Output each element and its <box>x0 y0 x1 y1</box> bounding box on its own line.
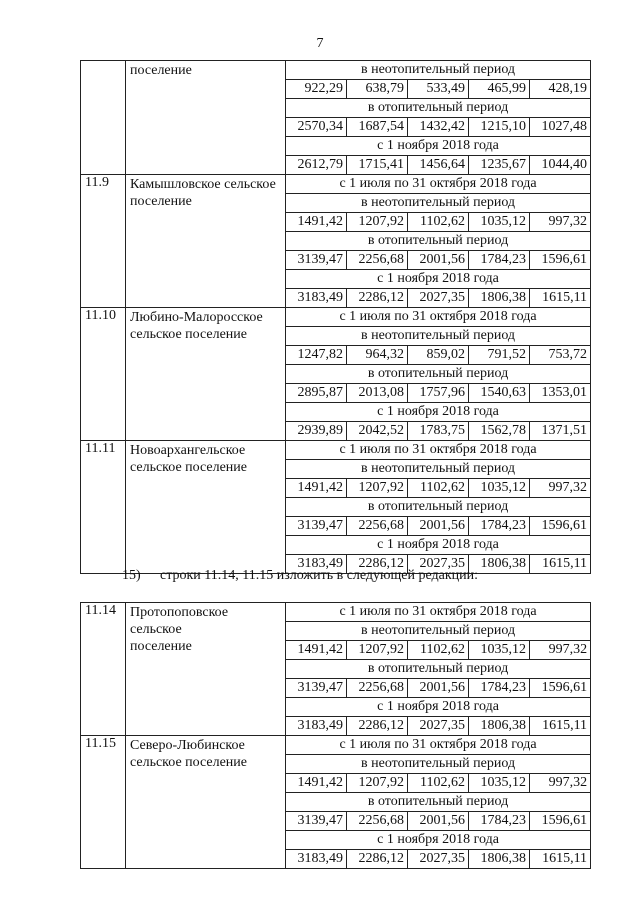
tariff-table-amended <box>80 602 591 869</box>
tariff-value: 2286,12 <box>347 289 408 308</box>
tariff-value: 2256,68 <box>347 251 408 270</box>
period-label: с 1 ноября 2018 года <box>286 698 591 717</box>
period-label: в отопительный период <box>286 498 591 517</box>
tariff-value: 2027,35 <box>408 850 469 869</box>
row-number: 11.9 <box>81 175 126 308</box>
tariff-value: 2256,68 <box>347 679 408 698</box>
tariff-value: 2612,79 <box>286 156 347 175</box>
tariff-value: 1757,96 <box>408 384 469 403</box>
period-label: в отопительный период <box>286 99 591 118</box>
tariff-value: 1540,63 <box>469 384 530 403</box>
tariff-value: 791,52 <box>469 346 530 365</box>
row-number: 11.11 <box>81 441 126 574</box>
row-number <box>81 61 126 175</box>
tariff-value: 1102,62 <box>408 641 469 660</box>
tariff-value: 964,32 <box>347 346 408 365</box>
settlement-name: Камышловское сельское поселение <box>126 175 286 308</box>
period-label: с 1 июля по 31 октября 2018 года <box>286 308 591 327</box>
amendment-instruction <box>122 568 478 584</box>
settlement-name: поселение <box>126 61 286 175</box>
tariff-value: 3183,49 <box>286 289 347 308</box>
period-label: в отопительный период <box>286 365 591 384</box>
tariff-value: 3139,47 <box>286 251 347 270</box>
period-label: с 1 ноября 2018 года <box>286 831 591 850</box>
tariff-value: 1687,54 <box>347 118 408 137</box>
tariff-value: 997,32 <box>530 479 591 498</box>
instruction-number: 15) <box>122 568 141 583</box>
tariff-value: 1491,42 <box>286 641 347 660</box>
period-label: в неотопительный период <box>286 622 591 641</box>
row-number: 11.15 <box>81 736 126 869</box>
tariff-value: 997,32 <box>530 641 591 660</box>
tariff-value: 1715,41 <box>347 156 408 175</box>
tariff-value: 3183,49 <box>286 555 347 574</box>
tariff-value: 638,79 <box>347 80 408 99</box>
table-row <box>81 441 591 460</box>
table-row <box>81 736 591 755</box>
tariff-value: 1035,12 <box>469 641 530 660</box>
tariff-value: 2570,34 <box>286 118 347 137</box>
tariff-value: 1784,23 <box>469 679 530 698</box>
tariff-value: 1371,51 <box>530 422 591 441</box>
settlement-name: Любино-Малоросское сельское поселение <box>126 308 286 441</box>
tariff-value: 465,99 <box>469 80 530 99</box>
tariff-value: 3183,49 <box>286 850 347 869</box>
tariff-value: 1235,67 <box>469 156 530 175</box>
period-label: с 1 июля по 31 октября 2018 года <box>286 603 591 622</box>
tariff-value: 2256,68 <box>347 517 408 536</box>
settlement-name <box>126 603 286 736</box>
tariff-value: 2286,12 <box>347 717 408 736</box>
tariff-value: 1596,61 <box>530 812 591 831</box>
tariff-value: 1035,12 <box>469 213 530 232</box>
tariff-value: 2939,89 <box>286 422 347 441</box>
tariff-value: 2001,56 <box>408 251 469 270</box>
tariff-value: 1102,62 <box>408 774 469 793</box>
tariff-value: 753,72 <box>530 346 591 365</box>
period-label: в неотопительный период <box>286 460 591 479</box>
tariff-value: 2286,12 <box>347 850 408 869</box>
table-row <box>81 603 591 622</box>
tariff-value: 859,02 <box>408 346 469 365</box>
tariff-value: 1615,11 <box>530 555 591 574</box>
instruction-text: строки 11.14, 11.15 изложить в следующей редакции: <box>160 568 479 583</box>
row-number: 11.14 <box>81 603 126 736</box>
tariff-value: 1615,11 <box>530 717 591 736</box>
period-label: в неотопительный период <box>286 61 591 80</box>
tariff-value: 1035,12 <box>469 479 530 498</box>
tariff-value: 2027,35 <box>408 289 469 308</box>
period-label: в отопительный период <box>286 660 591 679</box>
tariff-value: 1806,38 <box>469 289 530 308</box>
settlement-name: Северо-Любинское сельское поселение <box>126 736 286 869</box>
tariff-value: 1207,92 <box>347 774 408 793</box>
tariff-value: 997,32 <box>530 213 591 232</box>
page-number: 7 <box>316 36 324 51</box>
tariff-value: 2286,12 <box>347 555 408 574</box>
settlement-name: Новоархангельское сельское поселение <box>126 441 286 574</box>
period-label: с 1 июля по 31 октября 2018 года <box>286 441 591 460</box>
tariff-value: 3139,47 <box>286 812 347 831</box>
tariff-value: 1247,82 <box>286 346 347 365</box>
period-label: с 1 июля по 31 октября 2018 года <box>286 736 591 755</box>
tariff-value: 1027,48 <box>530 118 591 137</box>
table-row <box>81 308 591 327</box>
tariff-value: 2013,08 <box>347 384 408 403</box>
tariff-value: 3183,49 <box>286 717 347 736</box>
tariff-value: 1207,92 <box>347 213 408 232</box>
tariff-value: 1806,38 <box>469 555 530 574</box>
tariff-value: 922,29 <box>286 80 347 99</box>
settlement-name-text: Протопоповское сельское поселение <box>130 605 229 654</box>
tariff-value: 2027,35 <box>408 717 469 736</box>
tariff-value: 1806,38 <box>469 717 530 736</box>
period-label: в неотопительный период <box>286 327 591 346</box>
period-label: в неотопительный период <box>286 194 591 213</box>
tariff-value: 1215,10 <box>469 118 530 137</box>
table-row <box>81 175 591 194</box>
period-label: с 1 ноября 2018 года <box>286 137 591 156</box>
tariff-value: 3139,47 <box>286 517 347 536</box>
tariff-value: 1615,11 <box>530 289 591 308</box>
tariff-value: 2895,87 <box>286 384 347 403</box>
tariff-value: 997,32 <box>530 774 591 793</box>
tariff-value: 428,19 <box>530 80 591 99</box>
tariff-value: 1491,42 <box>286 479 347 498</box>
tariff-value: 1784,23 <box>469 812 530 831</box>
tariff-value: 1596,61 <box>530 251 591 270</box>
tariff-value: 1784,23 <box>469 251 530 270</box>
tariff-value: 1432,42 <box>408 118 469 137</box>
tariff-value: 1615,11 <box>530 850 591 869</box>
tariff-value: 2042,52 <box>347 422 408 441</box>
tariff-value: 1783,75 <box>408 422 469 441</box>
tariff-value: 2001,56 <box>408 517 469 536</box>
tariff-table-continued <box>80 60 591 574</box>
tariff-value: 2001,56 <box>408 679 469 698</box>
tariff-value: 2027,35 <box>408 555 469 574</box>
tariff-value: 3139,47 <box>286 679 347 698</box>
tariff-value: 1102,62 <box>408 479 469 498</box>
tariff-value: 1806,38 <box>469 850 530 869</box>
tariff-value: 1596,61 <box>530 679 591 698</box>
period-label: в отопительный период <box>286 232 591 251</box>
tariff-value: 1353,01 <box>530 384 591 403</box>
period-label: с 1 ноября 2018 года <box>286 270 591 289</box>
tariff-value: 533,49 <box>408 80 469 99</box>
row-number: 11.10 <box>81 308 126 441</box>
table-row <box>81 61 591 80</box>
tariff-value: 1044,40 <box>530 156 591 175</box>
period-label: в неотопительный период <box>286 755 591 774</box>
tariff-value: 1207,92 <box>347 479 408 498</box>
tariff-value: 1207,92 <box>347 641 408 660</box>
tariff-value: 1035,12 <box>469 774 530 793</box>
tariff-value: 2001,56 <box>408 812 469 831</box>
period-label: с 1 ноября 2018 года <box>286 536 591 555</box>
tariff-value: 1784,23 <box>469 517 530 536</box>
tariff-value: 1562,78 <box>469 422 530 441</box>
tariff-value: 1491,42 <box>286 774 347 793</box>
tariff-value: 2256,68 <box>347 812 408 831</box>
period-label: в отопительный период <box>286 793 591 812</box>
period-label: с 1 июля по 31 октября 2018 года <box>286 175 591 194</box>
tariff-value: 1102,62 <box>408 213 469 232</box>
tariff-value: 1456,64 <box>408 156 469 175</box>
period-label: с 1 ноября 2018 года <box>286 403 591 422</box>
tariff-value: 1491,42 <box>286 213 347 232</box>
tariff-value: 1596,61 <box>530 517 591 536</box>
